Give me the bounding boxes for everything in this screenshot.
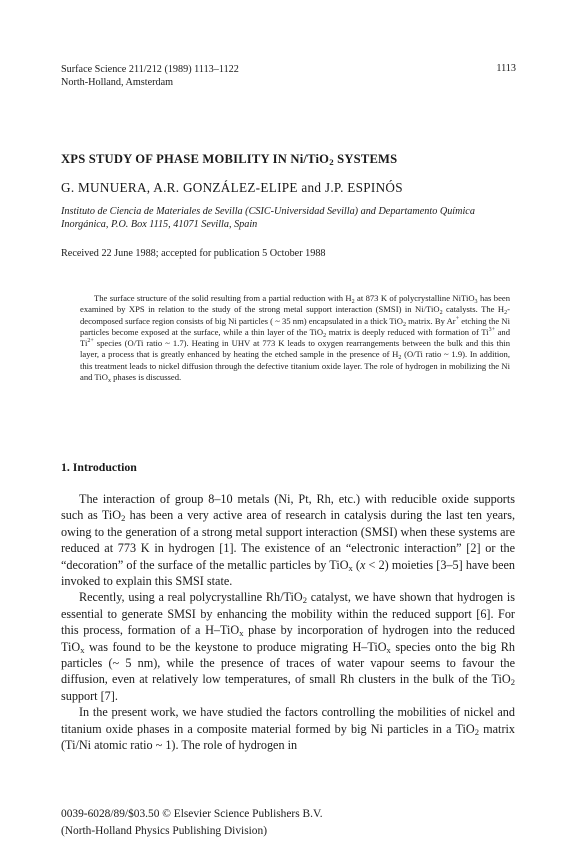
- paper-title: XPS STUDY OF PHASE MOBILITY IN Ni/TiO$_2$ SYSTEMS: [61, 152, 398, 167]
- paragraph: In the present work, we have studied the factors controlling the mobilities of nickel and titanium oxide phases in a composite material formed by big Ni particles in a TiO$_2$ matrix (Ti/Ni atomic ratio ~ 1). The role of hydrogen in: [61, 705, 515, 753]
- page-number: 1113: [496, 63, 516, 74]
- journal-info: [61, 63, 239, 89]
- body-text: [61, 491, 515, 754]
- division-line: (North-Holland Physics Publishing Division): [61, 825, 267, 837]
- abstract: The surface structure of the solid resulting from a partial reduction with $H_2$ at 873 K of polycrystalline NiTiO$_3$ has been examined by XPS in relation to the study of the strong metal support interaction (SMSI) in Ni/TiO$_2$ catalysts. The $H_2$-decomposed surface region consists of big Ni particles ( ~ 35 nm) encapsulated in a thick TiO$_2$ matrix. By Ar+ etching the Ni particles become exposed at the surface, while a thin layer of the TiO$_2$ matrix is deeply reduced with formation of $Ti^{3+}$ and $Ti^{2+}$ species (O/Ti ratio ~ 1.7). Heating in UHV at 773 K leads to oxygen rearrangements between the bulk and this thin layer, a process that is greatly enhanced by heating the etched sample in the presence of $H_2$ (O/Ti ratio ~ 1.9). In addition, this treatment leads to nickel diffusion through the defective titanium oxide layer. The role of hydrogen in mobilizing the Ni and TiO$_x$ phases is discussed.: [80, 293, 510, 385]
- received-dates: Received 22 June 1988; accepted for publication 5 October 1988: [61, 248, 326, 259]
- paragraph: The interaction of group 8–10 metals (Ni, Pt, Rh, etc.) with reducible oxide supports such as TiO$_2$ has been a very active area of research in catalysis during the last ten years, owing to the generation of a strong metal support interaction (SMSI) when these systems are reduced at 773 K in hydrogen [1]. The existence of an “electronic interaction” [2] or the “decoration” of the surface of the metallic particles by TiO$_x$ (x < 2) moieties [3–5] have been invoked to explain this SMSI state.: [61, 492, 515, 589]
- journal-citation: Surface Science 211/212 (1989) 1113–1122: [61, 64, 239, 75]
- copyright-footer: [61, 806, 323, 840]
- section-heading: 1. Introduction: [61, 460, 137, 474]
- paragraph: Recently, using a real polycrystalline Rh/TiO$_2$ catalyst, we have shown that hydrogen is essential to generate SMSI by enhancing the mobility within the reduced support [6]. For this process, formation of a H–TiO$_x$ phase by incorporation of hydrogen into the reduced TiO$_x$ was found to be the keystone to produce migrating H–TiO$_x$ species onto the big Rh particles (~ 5 nm), while the presence of traces of water vapour seems to favour the diffusion, even at relatively low temperatures, of small Rh clusters in the bulk of the TiO$_2$ support [7].: [61, 590, 515, 703]
- issn-line: 0039-6028/89/$03.50 © Elsevier Science Publishers B.V.: [61, 808, 323, 820]
- author-list: G. MUNUERA, A.R. GONZÁLEZ-ELIPE and J.P. ESPINÓS: [61, 180, 403, 195]
- publisher-line: North-Holland, Amsterdam: [61, 77, 174, 88]
- affiliation: Instituto de Ciencia de Materiales de Sevilla (CSIC-Universidad Sevilla) and Departamento Química Inorgánica, P.O. Box 1115, 41071 Sevilla, Spain: [61, 206, 475, 230]
